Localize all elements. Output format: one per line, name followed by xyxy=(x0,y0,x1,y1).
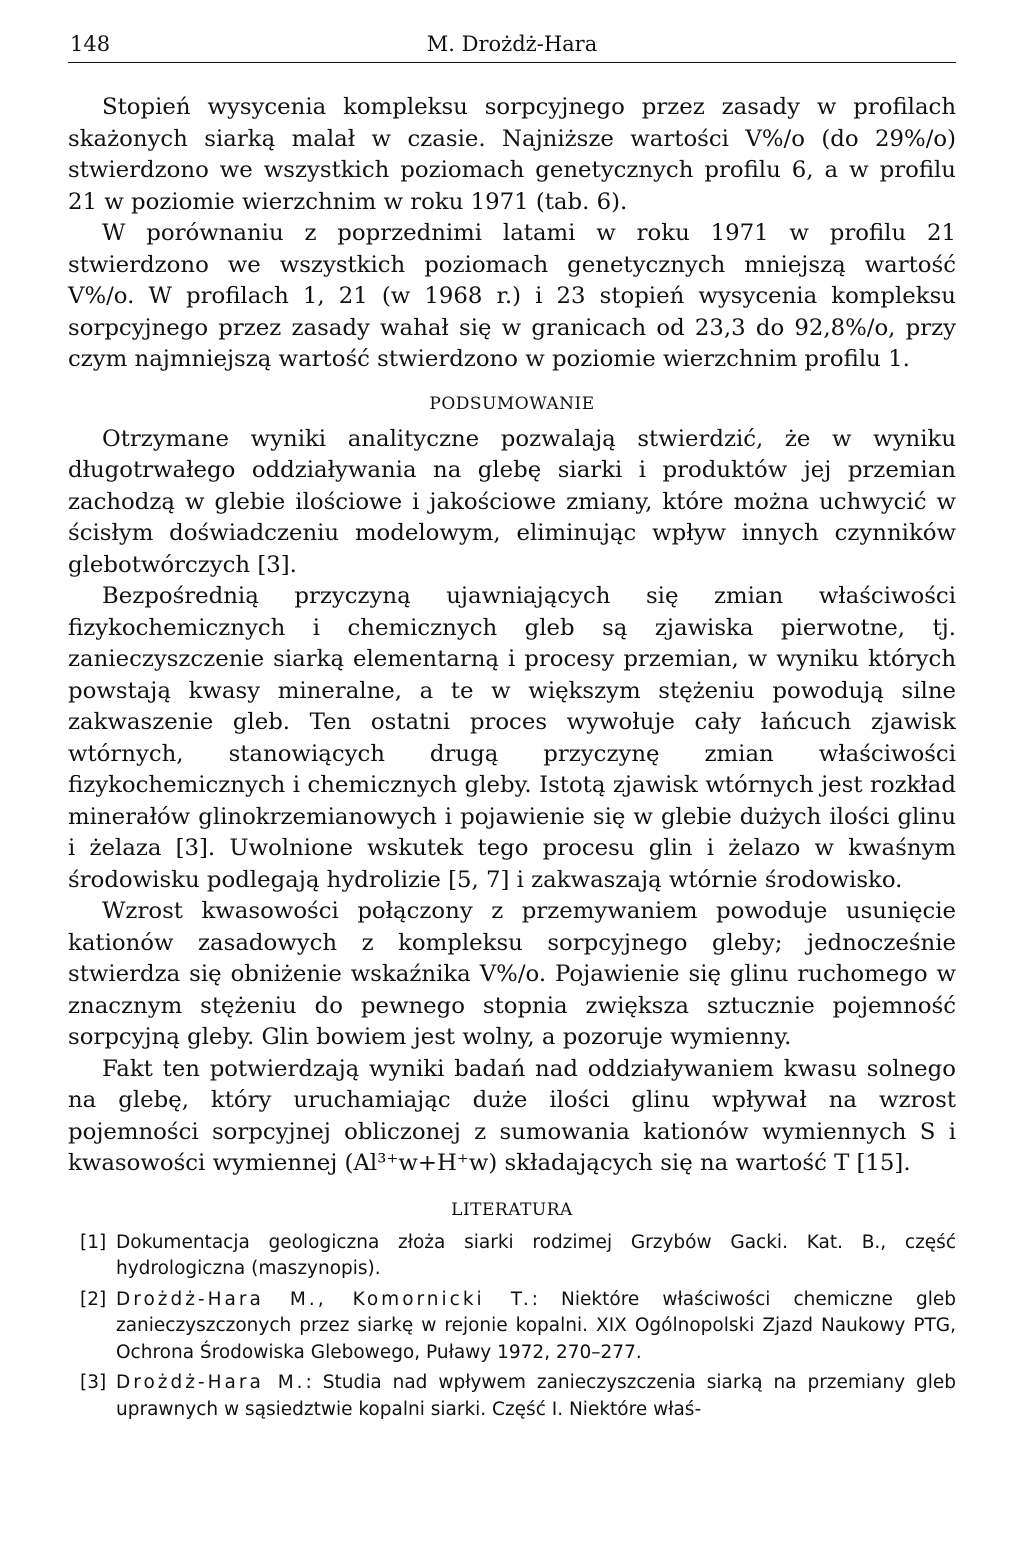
reference-number: [3] xyxy=(80,1372,107,1393)
reference-text: : Niektóre właściwości chemiczne gleb zanieczyszczonych przez siarkę w rejonie kopalni. XIX Ogólnopolski Zjazd Naukowy PTG, Ochrona Środowiska Glebowego, Puławy 1972, 270–277. xyxy=(116,1288,956,1363)
body-text xyxy=(68,92,956,1427)
page-header xyxy=(68,28,956,63)
paragraph: Bezpośrednią przyczyną ujawniających się zmian właściwości fizykochemicznych i chemicznych gleb są zjawiska pierwotne, tj. zanieczyszczenie siarką elementarną i procesy przemian, w wyniku których powstają kwasy mineralne, a te w większym stężeniu powodują silne zakwaszenie gleb. Ten ostatni proces wywołuje cały łańcuch zjawisk wtórnych, stanowiących drugą przyczynę zmian właściwości fizykochemicznych i chemicznych gleby. Istotą zjawisk wtórnych jest rozkład minerałów glinokrzemianowych i pojawienie się w glebie dużych ilości glinu i żelaza [3]. Uwolnione wskutek tego procesu glin i żelazo w kwaśnym środowisku podlegają hydrolizie [5, 7] i zakwaszają wtórnie środowisko. xyxy=(68,583,956,893)
reference-author: Drożdż-Hara M. xyxy=(116,1372,306,1393)
paragraph: Stopień wysycenia kompleksu sorpcyjnego przez zasady w profilach skażonych siarką malał w czasie. Najniższe wartości V%/o (do 29%/o) stwierdzono we wszystkich poziomach genetycznych profilu 6, a w profilu 21 w poziomie wierzchnim w roku 1971 (tab. 6). xyxy=(68,94,956,215)
reference-author: Drożdż-Hara M., Komornicki T. xyxy=(116,1288,532,1310)
reference-text: : Studia nad wpływem zanieczyszczenia siarką na przemiany gleb uprawnych w sąsiedztwie kopalni siarki. Część I. Niektóre właś- xyxy=(116,1372,956,1420)
running-head: M. Drożdż-Hara xyxy=(426,32,598,56)
reference-item xyxy=(68,1370,956,1423)
reference-text: Dokumentacja geologiczna złoża siarki rodzimej Grzybów Gacki. Kat. B., część hydrologiczna (maszynopis). xyxy=(116,1231,956,1279)
reference-item xyxy=(68,1230,956,1283)
reference-item xyxy=(68,1287,956,1367)
reference-list xyxy=(68,1230,956,1424)
paragraph: Otrzymane wyniki analityczne pozwalają stwierdzić, że w wyniku długotrwałego oddziaływania na glebę siarki i produktów jej przemian zachodzą w glebie ilościowe i jakościowe zmiany, które można uchwycić w ścisłym doświadczeniu modelowym, eliminując wpływ innych czynników glebotwórczych [3]. xyxy=(68,425,956,578)
paragraph: Fakt ten potwierdzają wyniki badań nad oddziaływaniem kwasu solnego na glebę, który uruchamiając duże ilości glinu wpływał na wzrost pojemności sorpcyjnej obliczonej z sumowania kationów wymiennych S i kwasowości wymiennej (Al³⁺w+H⁺w) składających się na wartość T [15]. xyxy=(68,1055,956,1176)
paragraph: W porównaniu z poprzednimi latami w roku 1971 w profilu 21 stwierdzono we wszystkich poziomach genetycznych mniejszą wartość V%/o. W profilach 1, 21 (w 1968 r.) i 23 stopień wysycenia kompleksu sorpcyjnego przez zasady wahał się w granicach od 23,3 do 92,8%/o, przy czym najmniejszą wartość stwierdzono w poziomie wierzchnim profilu 1. xyxy=(68,220,956,372)
section-title: PODSUMOWANIE xyxy=(429,393,595,414)
literature-title: LITERATURA xyxy=(451,1199,573,1220)
reference-number: [1] xyxy=(80,1231,107,1253)
page-number: 148 xyxy=(70,32,111,56)
paragraph: Wzrost kwasowości połączony z przemywaniem powoduje usunięcie kationów zasadowych z kompleksu sorpcyjnego gleby; jednocześnie stwierdza się obniżenie wskaźnika V%/o. Pojawienie się glinu ruchomego w znacznym stężeniu do pewnego stopnia zwiększa sztucznie pojemność sorpcyjną gleby. Glin bowiem jest wolny, a pozoruje wymienny. xyxy=(68,898,956,1050)
reference-number: [2] xyxy=(80,1288,107,1310)
